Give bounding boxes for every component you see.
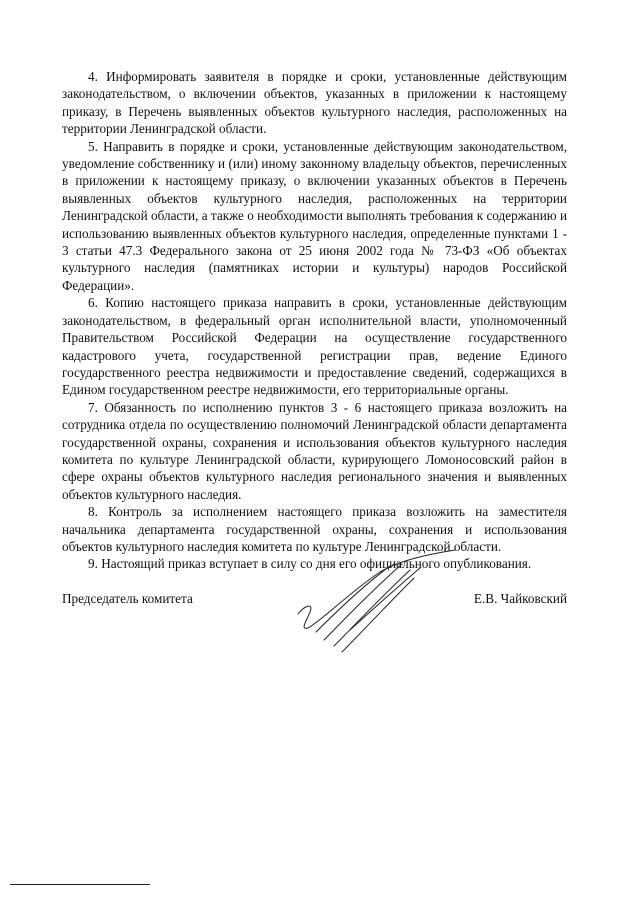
paragraph-6: 6. Копию настоящего приказа направить в сроки, установленные действующим законодательством, в федеральный орган исполнительной власти, уполномоченный Правительством Российской Федерации на осуществление государственного кадастрового учета, государственной регистрации прав, ведение Единого государственного реестра недвижимости и предоставление сведений, содержащихся в Едином государственном реестре недвижимости, его территориальные органы. — [62, 295, 567, 398]
signatory-position: Председатель комитета — [62, 591, 193, 606]
paragraph-8: 8. Контроль за исполнением настоящего приказа возложить на заместителя начальника департамента государственной охраны, сохранения и использования объектов культурного наследия комитета по культуре Ленинградской области. — [62, 504, 567, 554]
footer-rule — [10, 884, 150, 886]
order-body — [62, 68, 567, 573]
signature-block — [62, 590, 567, 610]
paragraph-4: 4. Информировать заявителя в порядке и сроки, установленные действующим законодательством, о включении объектов, указанных в приложении к настоящему приказу, в Перечень выявленных объектов культурного наследия, расположенных на территории Ленинградской области. — [62, 69, 567, 137]
signatory-name: Е.В. Чайковский — [473, 591, 567, 606]
paragraph-9: 9. Настоящий приказ вступает в силу со дня его официального опубликования. — [88, 556, 532, 572]
paragraph-7: 7. Обязанность по исполнению пунктов 3 - 6 настоящего приказа возложить на сотрудника отдела по осуществлению полномочий Ленинградской области департамента государственной охраны, сохранения и использования объектов культурного наследия комитета по культуре Ленинградской области, курирующего Ломоносовский район в сфере охраны объектов культурного наследия регионального значения и выявленных объектов культурного наследия. — [62, 399, 567, 502]
paragraph-5: 5. Направить в порядке и сроки, установленные действующим законодательством, уведомление собственнику и (или) иному законному владельцу объектов, перечисленных в приложении к настоящему приказу, о включении указанных объектов в Перечень выявленных объектов культурного наследия, расположенных на территории Ленинградской области, а также о необходимости выполнять требования к содержанию и использованию выявленных объектов культурного наследия, определенные пунктами 1 - 3 статьи 47.3 Федерального закона от 25 июня 2002 года № 73-ФЗ «Об объектах культурного наследия (памятниках истории и культуры) народов Российской Федерации». — [62, 138, 567, 293]
